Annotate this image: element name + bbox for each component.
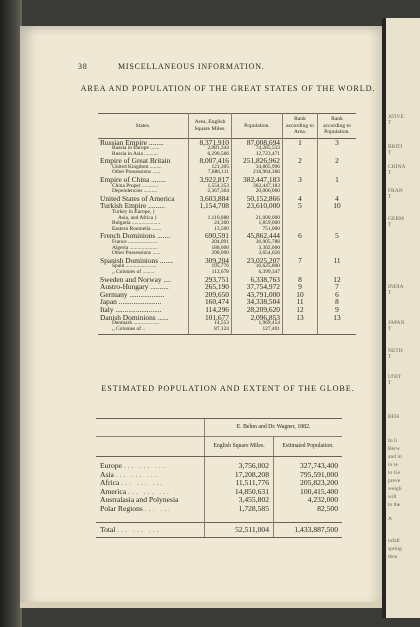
area-value: 160,474	[189, 298, 232, 306]
square-miles-value: 17,208,208	[205, 471, 274, 480]
population-value: 45,862,444	[232, 232, 283, 240]
population-value: 34,865,996	[232, 165, 283, 171]
square-miles-value: 11,511,776	[205, 479, 274, 488]
facing-text-fragment: CHINA	[388, 164, 406, 170]
population-value: 1,859,000	[232, 221, 283, 227]
area-value: 188,000	[189, 246, 232, 252]
state-name: Japan .......................	[100, 297, 162, 307]
area-value: 114,296	[189, 306, 232, 314]
state-name: ,, Colonies of .........	[112, 268, 155, 275]
table1-title: AREA AND POPULATION OF THE GREAT STATES OF THE WORLD.	[80, 84, 376, 93]
rank-area	[283, 327, 318, 335]
facing-text-fragment: T	[388, 354, 392, 360]
state-name: Sweden and Norway ....	[100, 274, 171, 284]
facing-text-fragment: to Ge	[388, 470, 401, 476]
rank-population: 11	[318, 257, 357, 265]
facing-text-fragment: Berw	[388, 446, 400, 452]
rank-population: 1	[318, 176, 357, 184]
col-population: Population.	[232, 114, 283, 139]
rank-population: 13	[318, 314, 357, 322]
area-population-table	[98, 113, 356, 335]
rank-population: 6	[318, 291, 357, 299]
facing-text-fragment: BEH	[388, 414, 399, 420]
state-name: Russia in Europe .......	[112, 145, 160, 152]
col-area: Area, English Square Miles.	[189, 114, 232, 139]
area-value: 265,190	[189, 283, 232, 291]
region-label: Polar Regions	[100, 503, 143, 513]
rank-area: 1	[283, 138, 318, 146]
state-name: Spain .......................	[112, 263, 157, 270]
area-value: 14,553	[189, 321, 232, 327]
leader-dots: ... ... ...	[115, 469, 159, 479]
facing-text-fragment: T	[388, 194, 392, 200]
rank-area: 12	[283, 306, 318, 314]
population-value: 16,625,860	[232, 264, 283, 270]
state-name: France ......................	[112, 239, 158, 245]
state-name: Other Possessions ......	[112, 169, 161, 176]
state-name: Dependencies ..........	[112, 188, 158, 195]
population-value: 74,285,533	[232, 146, 283, 152]
facing-text-fragment: preve	[388, 478, 401, 484]
rank-population: 9	[318, 306, 357, 314]
facing-text-fragment: INDIA	[388, 284, 404, 290]
facing-text-fragment: T	[388, 326, 392, 332]
col-states: States.	[135, 122, 151, 129]
population-value: 382,447,183	[232, 176, 283, 184]
rank-area: 10	[283, 291, 318, 299]
rank-population: 5	[318, 232, 357, 240]
state-name: Danish Dominions ......	[100, 312, 169, 322]
state-name: Empire of China ........	[100, 175, 166, 185]
rank-area: 13	[283, 314, 318, 322]
square-miles-value: 1,728,585	[205, 505, 274, 522]
square-miles-value: 14,850,631	[205, 488, 274, 497]
rank-area: 6	[283, 232, 318, 240]
rank-area: 7	[283, 257, 318, 265]
facing-text-fragment: ATIVE	[388, 114, 404, 120]
book-spine	[0, 0, 22, 627]
state-name: Russian Empire ........	[100, 137, 164, 147]
table2-title: ESTIMATED POPULATION AND EXTENT OF THE GLOBE.	[101, 384, 355, 393]
population-value: 82,500	[274, 505, 343, 522]
col-rank-area: Rank according to Area.	[283, 114, 318, 139]
facing-text-fragment: infall	[388, 538, 400, 544]
area-value: 1,554,353	[189, 184, 232, 190]
state-name: China Proper ............	[112, 182, 159, 189]
area-value: 6,290,566	[189, 152, 232, 158]
state-name: Bulgaria .....................	[112, 220, 161, 227]
population-value: 216,964,366	[232, 170, 283, 176]
state-name: Germany ...................	[100, 289, 165, 299]
rank-area: 9	[283, 283, 318, 291]
state-name: Spanish Dominions .......	[100, 255, 173, 265]
population-value: 6,399,347	[232, 270, 283, 276]
population-value: 36,905,788	[232, 240, 283, 246]
facing-page	[386, 18, 420, 618]
population-value: 43,791,000	[232, 291, 283, 299]
state-name: United States of America	[100, 193, 175, 203]
state-name: United Kingdom .........	[112, 163, 162, 170]
table-row	[96, 505, 342, 522]
area-value: 1,154,708	[189, 202, 232, 210]
facing-text-fragment: BRITI	[388, 144, 403, 150]
population-value: 3,302,000	[232, 246, 283, 252]
area-value: 690,591	[189, 232, 232, 240]
facing-text-fragment: FRAN	[388, 188, 403, 194]
leader-dots: ... ... ...	[121, 478, 165, 488]
rank-area: 4	[283, 195, 318, 203]
area-value: 3,922,817	[189, 176, 232, 184]
region-name	[96, 522, 205, 538]
population-value: 751,000	[232, 227, 283, 233]
state-name: Turkey in Europe, }	[112, 209, 156, 216]
rank-population: 7	[318, 283, 357, 291]
rank-population: 12	[318, 276, 357, 284]
facing-text-fragment: NETH	[388, 348, 403, 354]
area-value: 24,360	[189, 221, 232, 227]
state-name: Austro-Hungary ..........	[100, 282, 169, 292]
area-value: 1,110,888	[189, 216, 232, 222]
leader-dots: ... ... ...	[123, 461, 167, 470]
state-name: Asia, and Africa }	[118, 214, 158, 221]
facing-text-fragment: JAPAN	[388, 320, 405, 326]
facing-text-fragment: in re	[388, 462, 398, 468]
area-value: 8,007,416	[189, 157, 232, 165]
rank-population: 10	[318, 202, 357, 210]
state-name: French Dominions .......	[100, 231, 171, 241]
globe-table	[96, 418, 342, 538]
population-value: 37,754,972	[232, 283, 283, 291]
population-value: 4,232,000	[274, 496, 343, 505]
state-name: Italy .........................	[100, 304, 162, 314]
area-value: 121,305	[189, 165, 232, 171]
facing-text-fragment: GERM	[388, 216, 404, 222]
population-value: 251,826,962	[232, 157, 283, 165]
state-name: ,, Colonies of ..	[98, 327, 189, 335]
facing-text-fragment: will	[388, 494, 397, 500]
facing-text-fragment: spring	[388, 546, 402, 552]
state-name: Empire of Great Britain	[100, 156, 171, 166]
facing-text-fragment: and in	[388, 454, 402, 460]
population-value: 327,743,400	[274, 457, 343, 471]
area-value: 309,204	[189, 257, 232, 265]
population-value: 87,008,694	[232, 138, 283, 146]
running-head: MISCELLANEOUS INFORMATION.	[118, 62, 265, 71]
population-value: 6,338,763	[232, 276, 283, 284]
rank-population: 4	[318, 195, 357, 203]
area-value: 2,081,344	[189, 146, 232, 152]
population-value: 12,723,471	[232, 152, 283, 158]
facing-text-fragment: T	[388, 380, 392, 386]
facing-text-fragment: T	[388, 290, 392, 296]
region-label: Europe	[100, 461, 122, 470]
square-miles-value: 52,511,004	[205, 522, 274, 538]
population-value: 205,823,200	[274, 479, 343, 488]
area-value: 298,000	[189, 251, 232, 257]
state-name: Denmark ...................	[112, 320, 160, 327]
population-value: 1,433,887,500	[274, 522, 343, 538]
state-name: Russia in Asia ..........	[112, 150, 158, 157]
facing-text-fragment: T	[388, 170, 392, 176]
area-value: 2,367,364	[189, 189, 232, 195]
rank-population: 8	[318, 298, 357, 306]
area-value: 112,678	[189, 270, 232, 276]
population-value: 100,415,400	[274, 488, 343, 497]
table-row	[96, 457, 342, 471]
rank-area: 2	[283, 157, 318, 165]
population-value: 28,209,620	[232, 306, 283, 314]
rank-population	[318, 327, 357, 335]
population-value: 362,447,183	[232, 184, 283, 190]
facing-text-fragment: to the	[388, 502, 401, 508]
total-row	[96, 522, 342, 538]
region-name	[96, 505, 205, 522]
area-value: 8,371,910	[189, 138, 232, 146]
rank-area: 11	[283, 298, 318, 306]
table-row	[98, 327, 356, 335]
state-name: Algeria .....................	[112, 244, 158, 251]
area-value: 3,603,884	[189, 195, 232, 203]
region-label: Asia	[100, 469, 114, 479]
state-name: Other Possessions ......	[112, 250, 161, 257]
area-value: 293,751	[189, 276, 232, 284]
area-value: 13,500	[189, 227, 232, 233]
population-value: 23,025,207	[232, 257, 283, 265]
state-name: Turkish Empire .........	[100, 201, 165, 211]
leader-dots: ... ... ...	[128, 486, 171, 496]
population-value: 795,591,000	[274, 471, 343, 480]
rank-area: 8	[283, 276, 318, 284]
area-value: 7,886,111	[189, 170, 232, 176]
region-label: America	[100, 486, 127, 496]
population-value: 127,401	[232, 327, 283, 335]
population-value: 34,338,504	[232, 298, 283, 306]
rank-population: 2	[318, 157, 357, 165]
region-label: Total	[100, 524, 116, 534]
table2-source: E. Behm and Dr. Wagner, 1882.	[205, 419, 343, 437]
population-value: 23,610,000	[232, 202, 283, 210]
leader-dots: ... ...	[144, 503, 173, 513]
region-name	[96, 457, 205, 471]
state-name: Eastern Roumelia .......	[112, 225, 162, 232]
population-value: 21,000,000	[232, 216, 283, 222]
rank-area: 5	[283, 202, 318, 210]
area-value: 204,091	[189, 240, 232, 246]
area-value: 209,650	[189, 291, 232, 299]
facing-text-fragment: A	[388, 516, 392, 522]
population-value: 2,096,853	[232, 314, 283, 322]
area-value: 101,677	[189, 314, 232, 322]
facing-text-fragment: UNIT	[388, 374, 402, 380]
col-rank-population: Rank according to Population.	[318, 114, 357, 139]
square-miles-value: 3,455,802	[205, 496, 274, 505]
page-number: 38	[78, 62, 88, 71]
leader-dots: ... ... ...	[117, 524, 161, 534]
facing-text-fragment: In li	[388, 438, 398, 444]
page-edge	[20, 602, 382, 608]
rank-population: 3	[318, 138, 357, 146]
population-value: 50,152,866	[232, 195, 283, 203]
rank-area: 3	[283, 176, 318, 184]
area-value: 87,124	[189, 327, 232, 335]
facing-text-fragment: thea	[388, 554, 398, 560]
col-estimated-population: Estimated Population.	[274, 437, 343, 457]
population-value: 3,654,656	[232, 251, 283, 257]
population-value: 20,000,000	[232, 189, 283, 195]
facing-text-fragment: T	[388, 150, 392, 156]
facing-text-fragment: T	[388, 222, 392, 228]
square-miles-value: 3,756,002	[205, 457, 274, 471]
facing-text-fragment: weigh	[388, 486, 402, 492]
region-label: Australasia and Polynesia	[100, 495, 179, 505]
region-label: Africa	[100, 478, 120, 488]
facing-text-fragment: T	[388, 120, 392, 126]
area-value: 195,776	[189, 264, 232, 270]
population-value: 1,969,454	[232, 321, 283, 327]
col-square-miles: English Square Miles.	[205, 437, 274, 457]
